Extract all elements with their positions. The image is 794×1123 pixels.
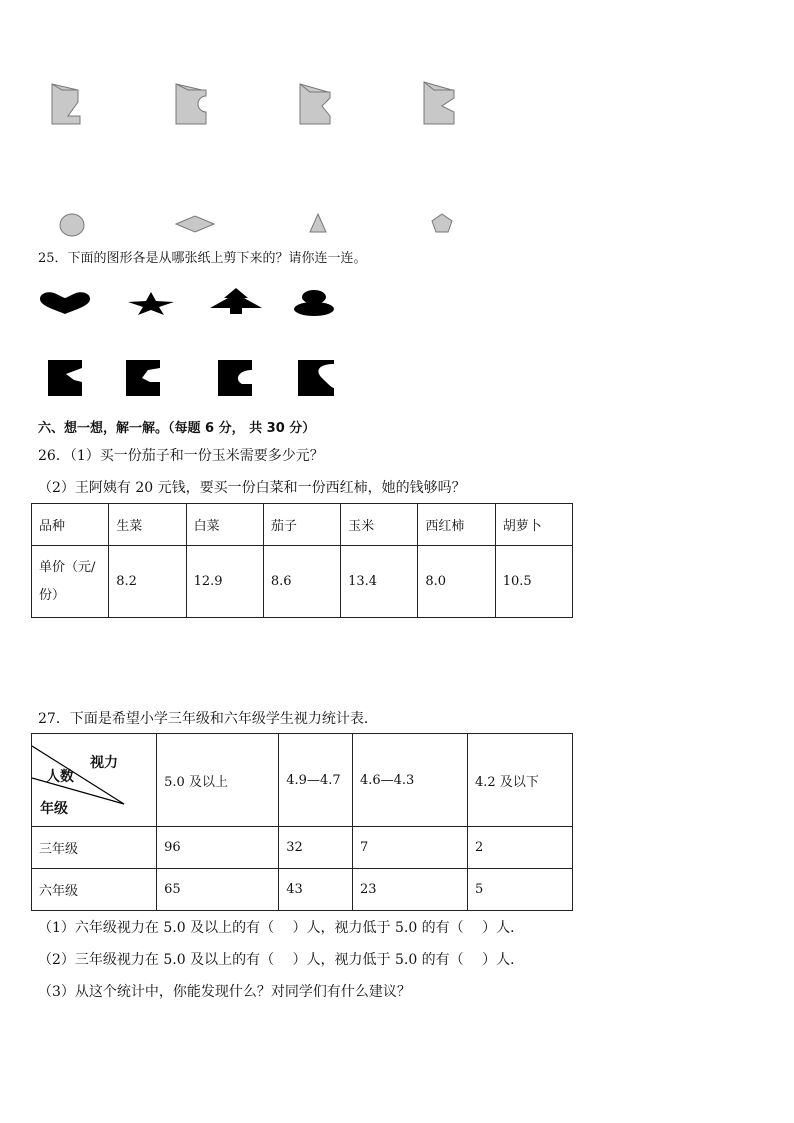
section-6-title: 六、想一想，解一解。（每题 6 分， 共 30 分） (38, 421, 316, 436)
price-cell: 13.4 (341, 546, 418, 618)
gray-triangle (308, 212, 328, 234)
table-row (32, 827, 573, 869)
price-cell: 12.9 (186, 546, 263, 618)
snowman-shape (292, 288, 336, 318)
price-cell: 10.5 (495, 546, 572, 618)
diagonal-header-cell (32, 734, 157, 827)
star-shape (126, 290, 176, 316)
header-cell: 生菜 (109, 504, 186, 546)
arrow-up-shape (208, 286, 264, 316)
gray-circle (58, 212, 86, 238)
header-cell: 白菜 (186, 504, 263, 546)
question-26-part2: （2）王阿姨有 20 元钱，要买一份白菜和一份西红柿，她的钱够吗？ (38, 480, 466, 496)
price-cell: 8.0 (418, 546, 495, 618)
value-cell: 65 (157, 869, 279, 911)
vision-statistics-table (31, 733, 573, 911)
corner-label-grade: 年级 (40, 801, 68, 817)
table-row (32, 546, 573, 618)
corner-label-vision: 视力 (90, 755, 118, 771)
value-cell: 5 (468, 869, 573, 911)
value-cell: 96 (157, 827, 279, 869)
value-cell: 2 (468, 827, 573, 869)
header-cell: 玉米 (341, 504, 418, 546)
header-cell: 胡萝卜 (495, 504, 572, 546)
folded-paper-4 (420, 80, 458, 126)
table-header-row (32, 734, 573, 827)
gray-diamond (174, 214, 216, 234)
heart-shape (38, 290, 92, 316)
grade-cell: 六年级 (32, 869, 157, 911)
value-cell: 7 (352, 827, 467, 869)
value-cell: 23 (352, 869, 467, 911)
question-27-sub1: （1）六年级视力在 5.0 及以上的有（ ）人，视力低于 5.0 的有（ ）人． (38, 920, 525, 936)
table-header-row (32, 504, 573, 546)
question-27-sub3: （3）从这个统计中，你能发现什么？对同学们有什么建议？ (38, 984, 411, 1000)
black-paper-1 (46, 358, 84, 398)
folded-paper-3 (296, 80, 334, 126)
value-cell: 43 (279, 869, 353, 911)
folded-paper-1 (48, 80, 84, 126)
header-cell: 品种 (32, 504, 109, 546)
row-label-cell (32, 546, 109, 618)
folded-paper-2 (172, 80, 210, 126)
black-paper-2 (124, 358, 162, 398)
question-27-sub2: （2）三年级视力在 5.0 及以上的有（ ）人，视力低于 5.0 的有（ ）人． (38, 952, 525, 968)
black-paper-4 (296, 358, 336, 398)
black-paper-3 (216, 358, 254, 398)
gray-pentagon (430, 212, 454, 234)
column-header: 4.9—4.7 (279, 734, 353, 827)
header-cell: 西红柿 (418, 504, 495, 546)
vegetable-price-table (31, 503, 573, 618)
price-cell: 8.6 (263, 546, 340, 618)
header-cell: 茄子 (263, 504, 340, 546)
column-header: 4.6—4.3 (352, 734, 467, 827)
price-cell: 8.2 (109, 546, 186, 618)
row-label-line2: 份） (39, 587, 66, 603)
column-header: 5.0 及以上 (157, 734, 279, 827)
row-label-line1: 单价（元/ (39, 559, 96, 575)
value-cell: 32 (279, 827, 353, 869)
table-row (32, 869, 573, 911)
column-header: 4.2 及以下 (468, 734, 573, 827)
corner-label-people: 人数 (46, 769, 74, 785)
question-25: 25．下面的图形各是从哪张纸上剪下来的？请你连一连。 (38, 251, 367, 266)
grade-cell: 三年级 (32, 827, 157, 869)
question-27-intro: 27．下面是希望小学三年级和六年级学生视力统计表． (38, 711, 378, 727)
question-26-part1: 26．（1）买一份茄子和一份玉米需要多少元？ (38, 448, 324, 464)
